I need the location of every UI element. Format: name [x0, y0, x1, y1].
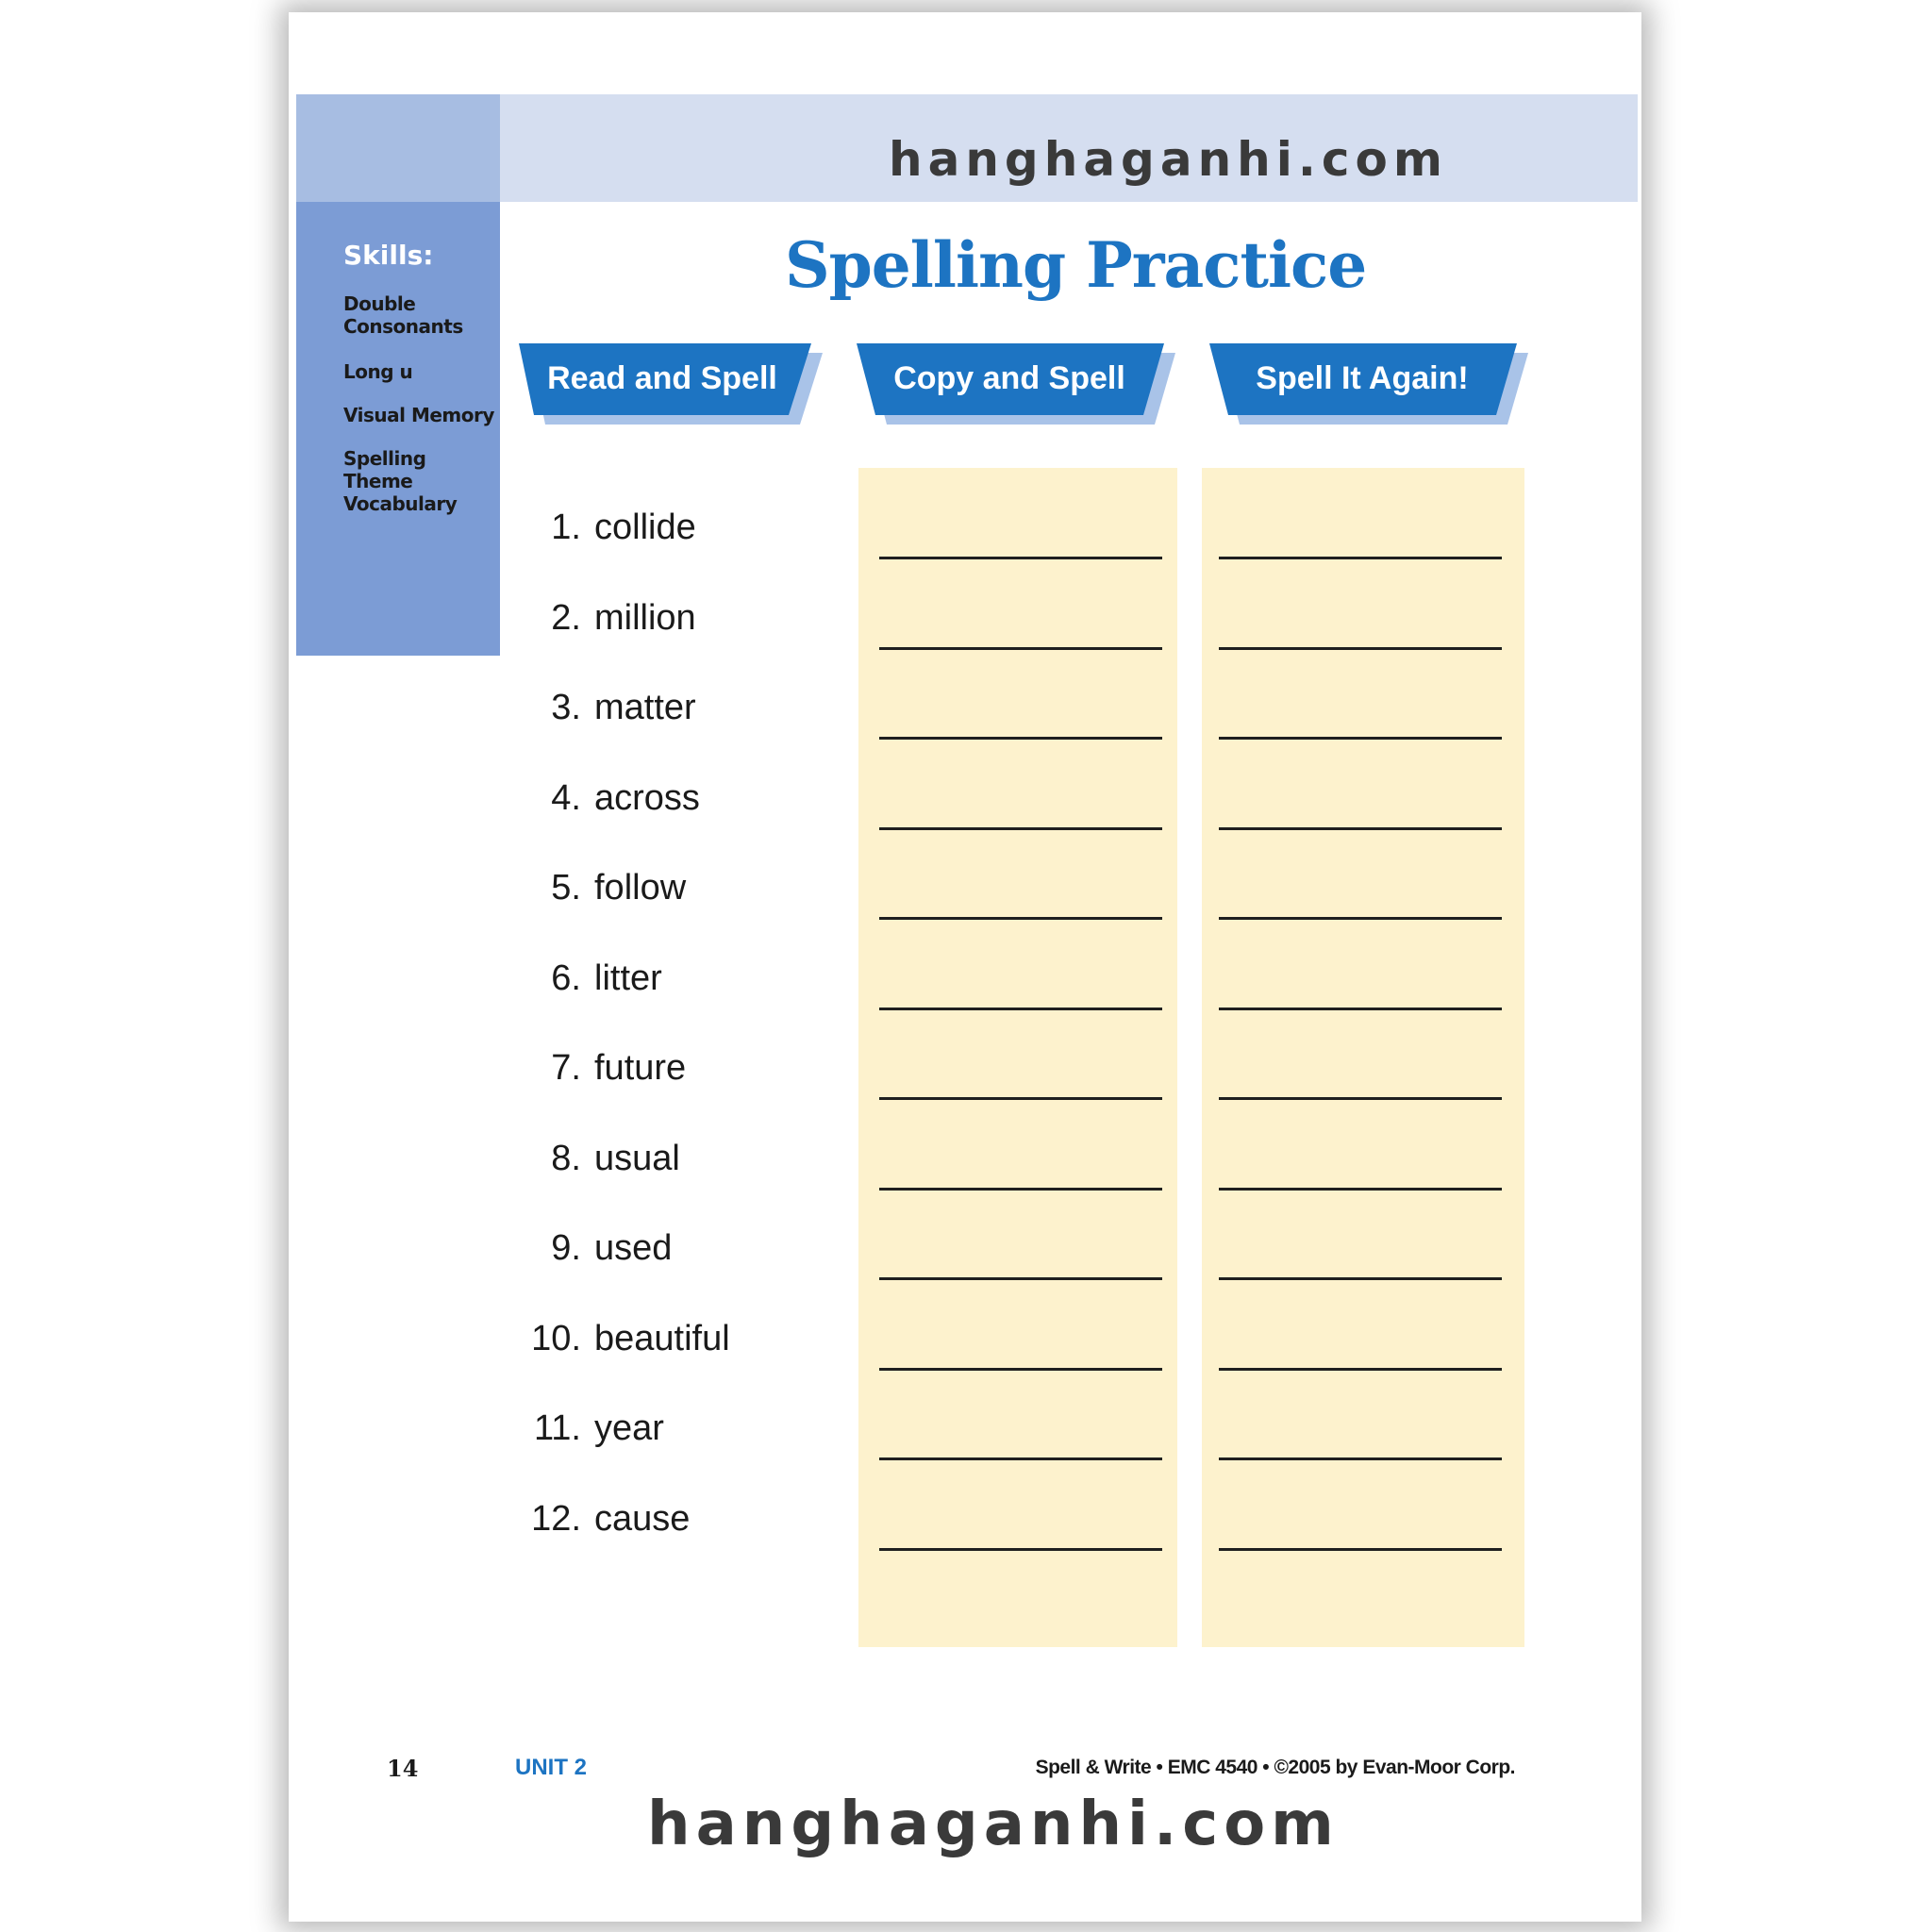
- spelling-word: litter: [594, 958, 662, 998]
- copy-column: [858, 468, 1177, 1647]
- page-number: 14: [387, 1755, 419, 1782]
- copy-write-line[interactable]: [879, 647, 1162, 650]
- copy-write-line[interactable]: [879, 1368, 1162, 1371]
- again-write-line[interactable]: [1219, 1097, 1502, 1100]
- spelling-word: future: [594, 1048, 687, 1088]
- word-number: 12.: [531, 1499, 581, 1539]
- again-write-line[interactable]: [1219, 1188, 1502, 1191]
- skill-item: Double Consonants: [343, 292, 463, 338]
- again-write-line[interactable]: [1219, 557, 1502, 559]
- skill-item: Spelling Theme Vocabulary: [343, 447, 458, 515]
- tab-read-and-spell: [517, 343, 828, 425]
- copy-write-line[interactable]: [879, 1548, 1162, 1551]
- tab-label: Read and Spell: [547, 360, 777, 396]
- copy-write-line[interactable]: [879, 1277, 1162, 1280]
- sidebar-header-block: [296, 94, 500, 202]
- word-number: 9.: [551, 1228, 581, 1268]
- spelling-word: used: [594, 1228, 673, 1268]
- spelling-word: across: [594, 778, 700, 818]
- again-write-line[interactable]: [1219, 1277, 1502, 1280]
- tab-copy-and-spell: [857, 343, 1177, 425]
- skills-sidebar: [296, 202, 500, 656]
- spelling-word: year: [594, 1408, 664, 1448]
- copy-write-line[interactable]: [879, 1457, 1162, 1460]
- again-write-line[interactable]: [1219, 917, 1502, 920]
- word-number: 10.: [531, 1319, 581, 1358]
- spelling-word: usual: [594, 1139, 680, 1178]
- watermark-top: hanghaganhi.com: [889, 132, 1449, 187]
- spelling-word: matter: [594, 688, 696, 727]
- copy-write-line[interactable]: [879, 737, 1162, 740]
- page-title: Spelling Practice: [785, 228, 1367, 302]
- spelling-word: follow: [594, 868, 687, 908]
- copyright-line: Spell & Write • EMC 4540 • ©2005 by Evan-Moor Corp.: [1035, 1757, 1515, 1778]
- copy-write-line[interactable]: [879, 1097, 1162, 1100]
- word-number: 2.: [551, 598, 581, 638]
- watermark-bottom: hanghaganhi.com: [647, 1790, 1340, 1859]
- word-number: 3.: [551, 688, 581, 727]
- again-write-line[interactable]: [1219, 1008, 1502, 1010]
- unit-label: UNIT 2: [515, 1755, 588, 1780]
- tab-label: Spell It Again!: [1256, 360, 1469, 396]
- copy-write-line[interactable]: [879, 1008, 1162, 1010]
- word-number: 4.: [551, 778, 581, 818]
- word-number: 7.: [551, 1048, 581, 1088]
- skills-title: Skills:: [343, 240, 434, 271]
- word-number: 8.: [551, 1139, 581, 1178]
- copy-write-line[interactable]: [879, 557, 1162, 559]
- again-column: [1202, 468, 1524, 1647]
- spelling-word: million: [594, 598, 696, 638]
- again-write-line[interactable]: [1219, 647, 1502, 650]
- word-number: 6.: [551, 958, 581, 998]
- word-number: 1.: [551, 508, 581, 547]
- again-write-line[interactable]: [1219, 737, 1502, 740]
- again-write-line[interactable]: [1219, 827, 1502, 830]
- worksheet-page: [294, 13, 1638, 1921]
- skill-item: Long u: [343, 360, 413, 383]
- again-write-line[interactable]: [1219, 1457, 1502, 1460]
- again-write-line[interactable]: [1219, 1368, 1502, 1371]
- tab-label: Copy and Spell: [893, 360, 1125, 396]
- copy-write-line[interactable]: [879, 1188, 1162, 1191]
- spelling-word: collide: [594, 508, 696, 547]
- copy-write-line[interactable]: [879, 917, 1162, 920]
- again-write-line[interactable]: [1219, 1548, 1502, 1551]
- copy-write-line[interactable]: [879, 827, 1162, 830]
- word-number: 11.: [533, 1408, 581, 1448]
- skill-item: Visual Memory: [343, 404, 494, 426]
- spelling-word: cause: [594, 1499, 691, 1539]
- word-number: 5.: [551, 868, 581, 908]
- tab-spell-it-again: [1209, 343, 1530, 425]
- spelling-word: beautiful: [594, 1319, 730, 1358]
